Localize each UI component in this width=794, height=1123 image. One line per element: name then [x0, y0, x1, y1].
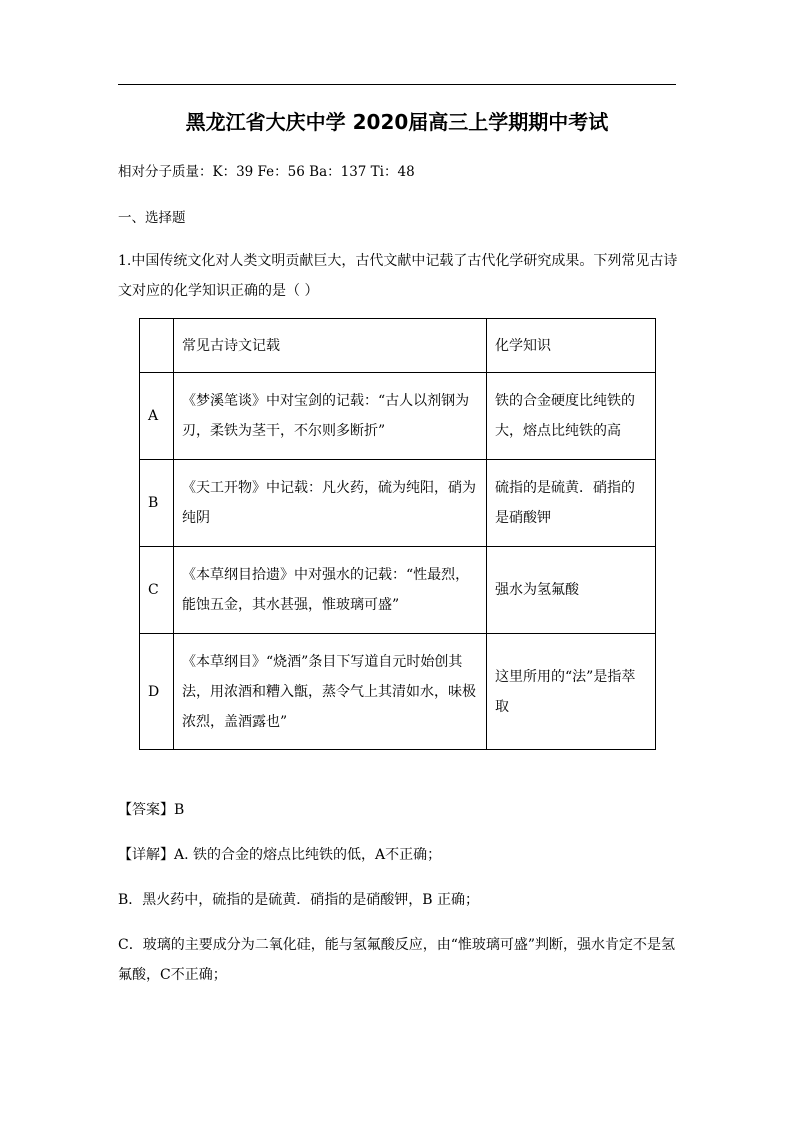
knowledge-cell: 这里所用的“法”是指萃取: [487, 634, 656, 750]
option-label: D: [140, 634, 174, 750]
options-table: [139, 318, 656, 750]
page-title: 黑龙江省大庆中学 2020届高三上学期期中考试: [185, 110, 609, 134]
explanation-b: B．黑火药中，硫指的是硫黄．硝指的是硝酸钾，B 正确；: [118, 892, 480, 908]
option-label: C: [140, 547, 174, 634]
section-heading: 一、选择题: [118, 210, 186, 226]
table-header-row: [140, 319, 656, 373]
header-cell: 化学知识: [487, 319, 656, 373]
record-cell: 《本草纲目》“烧酒”条目下写道自元时始创其法，用浓酒和糟入甑，蒸令气上其清如水，味极浓烈，盖酒露也”: [174, 634, 487, 750]
header-rule: [118, 84, 676, 85]
knowledge-cell: 硫指的是硫黄．硝指的是硝酸钾: [487, 460, 656, 547]
table-row: [140, 634, 656, 750]
answer-line: 【答案】B: [118, 802, 185, 818]
knowledge-cell: 强水为氢氟酸: [487, 547, 656, 634]
option-label: A: [140, 373, 174, 460]
header-cell: 常见古诗文记载: [174, 319, 487, 373]
knowledge-cell: 铁的合金硬度比纯铁的大，熔点比纯铁的高: [487, 373, 656, 460]
record-cell: 《本草纲目拾遗》中对强水的记载：“性最烈，能蚀五金，其水甚强，惟玻璃可盛”: [174, 547, 487, 634]
table-row: [140, 373, 656, 460]
question-1: 1.中国传统文化对人类文明贡献巨大，古代文献中记载了古代化学研究成果。下列常见古诗文对应的化学知识正确的是（ ）: [118, 253, 678, 299]
record-cell: 《天工开物》中记载：凡火药，硫为纯阳，硝为纯阴: [174, 460, 487, 547]
table-row: [140, 460, 656, 547]
record-cell: 《梦溪笔谈》中对宝剑的记载：“古人以剂钢为刃，柔铁为茎干，不尔则多断折”: [174, 373, 487, 460]
option-label: B: [140, 460, 174, 547]
detail-line: 【详解】A. 铁的合金的熔点比纯铁的低，A不正确；: [118, 847, 442, 863]
table-row: [140, 547, 656, 634]
atomic-masses: 相对分子质量：K：39 Fe：56 Ba：137 Ti：48: [118, 164, 415, 180]
header-cell: [140, 319, 174, 373]
explanation-c: C．玻璃的主要成分为二氧化硅，能与氢氟酸反应，由“惟玻璃可盛”判断，强水肯定不是氢氟酸，C不正确；: [118, 937, 676, 983]
